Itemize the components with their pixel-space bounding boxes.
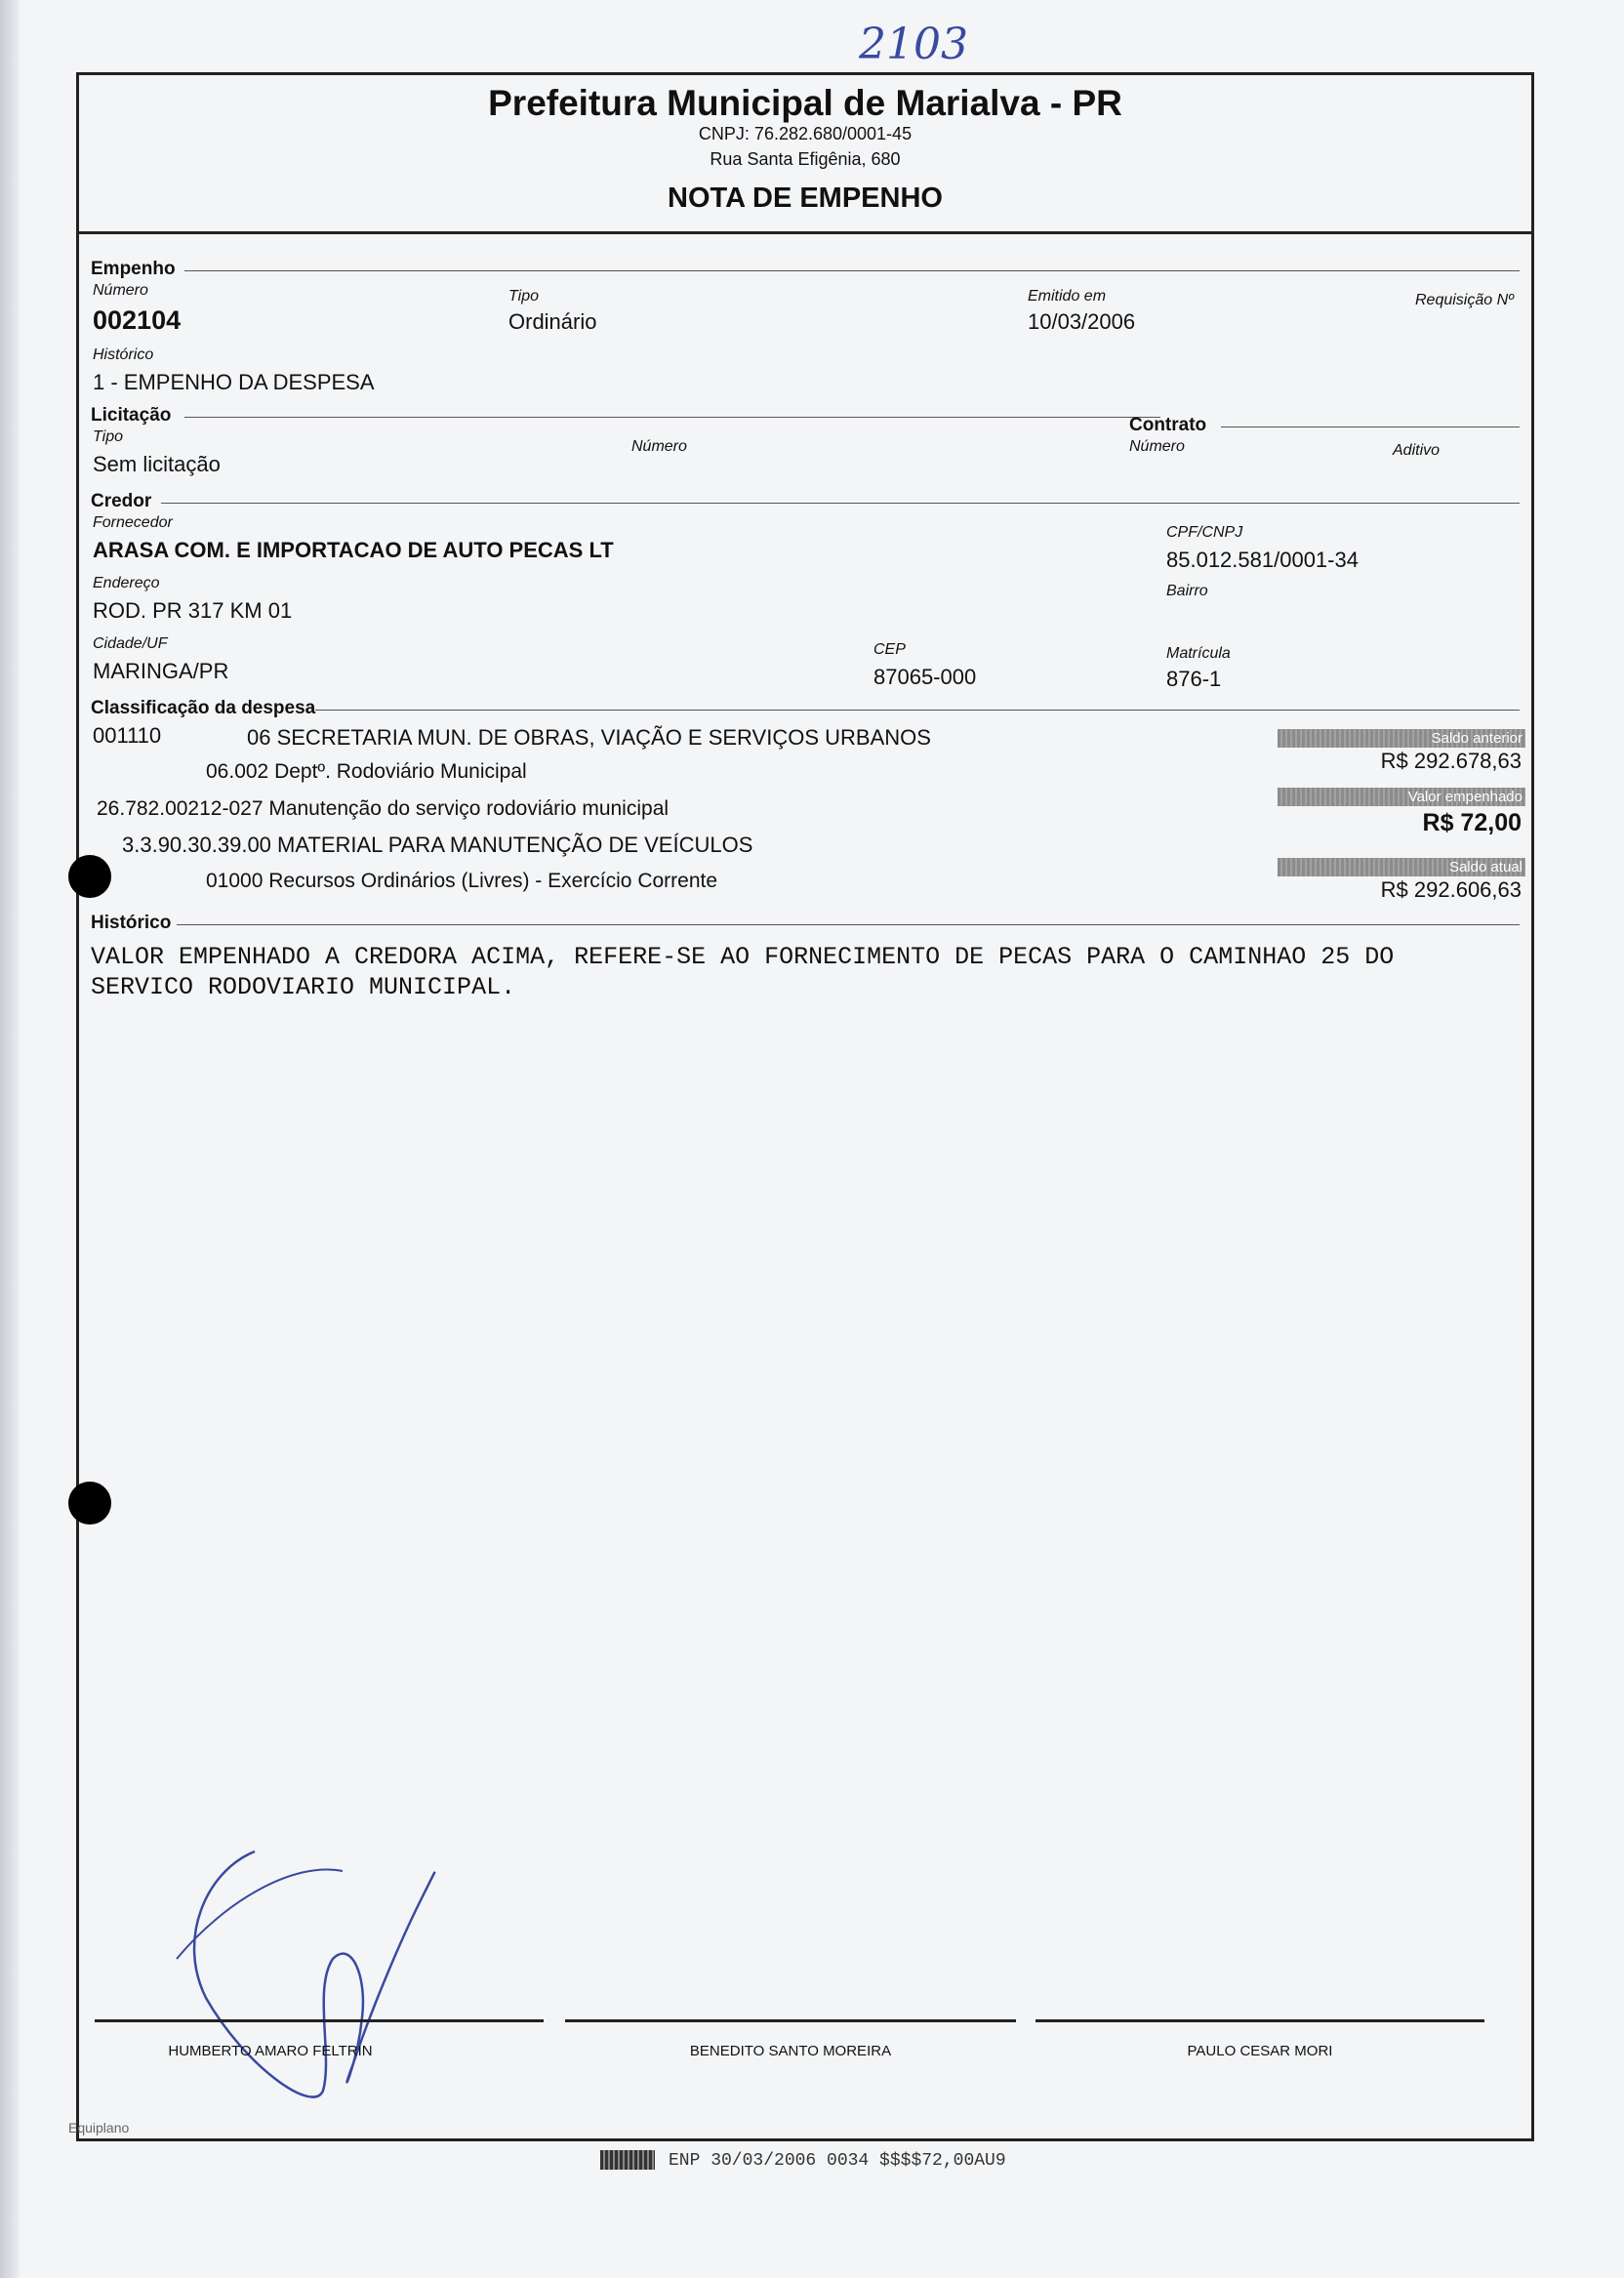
section-contrato: Contrato xyxy=(1129,415,1207,435)
cidade: MARINGA/PR xyxy=(93,659,229,683)
punch-hole xyxy=(68,1482,111,1525)
section-historico: Histórico xyxy=(91,913,172,933)
lic-tipo-label: Tipo xyxy=(93,428,123,445)
signature-line xyxy=(565,2019,1016,2022)
divider xyxy=(161,503,1520,504)
scan-edge xyxy=(0,0,20,2278)
section-licitacao: Licitação xyxy=(91,405,172,426)
emitido-label: Emitido em xyxy=(1028,288,1107,305)
historico-line-2: SERVICO RODOVIARIO MUNICIPAL. xyxy=(91,973,516,1001)
bairro-label: Bairro xyxy=(1166,583,1208,599)
matricula-label: Matrícula xyxy=(1166,645,1231,662)
org-name: Prefeitura Municipal de Marialva - PR xyxy=(488,83,1122,123)
numero-label: Número xyxy=(93,282,148,299)
class-recurso: 01000 Recursos Ordinários (Livres) - Exercício Corrente xyxy=(206,870,718,892)
handwritten-number: 2103 xyxy=(859,20,968,69)
class-funcional: 26.782.00212-027 Manutenção do serviço rodoviário municipal xyxy=(97,797,670,820)
valor-empenhado-label: Valor empenhado xyxy=(1278,788,1525,806)
signature-line xyxy=(1035,2019,1484,2022)
contrato-numero-label: Número xyxy=(1129,438,1185,455)
divider xyxy=(315,710,1520,711)
empenho-emitido: 10/03/2006 xyxy=(1028,309,1136,334)
signature-scribble xyxy=(167,1842,518,2125)
class-elemento: 3.3.90.30.39.00 MATERIAL PARA MANUTENÇÃO DE VEÍCULOS xyxy=(122,833,753,857)
valor-empenhado: R$ 72,00 xyxy=(1422,809,1522,836)
org-address: Rua Santa Efigênia, 680 xyxy=(710,149,901,169)
org-cnpj: CNPJ: 76.282.680/0001-45 xyxy=(698,124,913,143)
class-unidade: 06.002 Deptº. Rodoviário Municipal xyxy=(206,760,527,783)
saldo-atual-label: Saldo atual xyxy=(1278,858,1525,876)
endereco-label: Endereço xyxy=(93,575,160,591)
historico-label: Histórico xyxy=(93,346,154,363)
cep: 87065-000 xyxy=(873,665,977,689)
matricula: 876-1 xyxy=(1166,667,1222,691)
cidade-label: Cidade/UF xyxy=(93,635,168,652)
empenho-tipo: Ordinário xyxy=(508,309,597,334)
historico-line-1: VALOR EMPENHADO A CREDORA ACIMA, REFERE-SE AO FORNECIMENTO DE PECAS PARA O CAMINHAO 25 DO xyxy=(91,943,1395,971)
section-credor: Credor xyxy=(91,491,152,511)
aditivo-label: Aditivo xyxy=(1393,442,1441,459)
signature-line xyxy=(95,2019,544,2022)
saldo-anterior-label: Saldo anterior xyxy=(1278,729,1525,748)
divider xyxy=(177,924,1520,925)
fornecedor-label: Fornecedor xyxy=(93,514,173,531)
divider xyxy=(184,270,1520,271)
document-title: NOTA DE EMPENHO xyxy=(668,183,943,214)
cpf-label: CPF/CNPJ xyxy=(1166,524,1243,541)
section-empenho: Empenho xyxy=(91,259,176,279)
document-header xyxy=(79,75,1531,234)
barcode-icon xyxy=(600,2150,655,2170)
signatory-1: HUMBERTO AMARO FELTRIN xyxy=(168,2043,373,2059)
punch-hole xyxy=(68,855,111,898)
section-classificacao: Classificação da despesa xyxy=(91,698,316,718)
requisicao-label: Requisição Nº xyxy=(1415,292,1514,308)
bank-stamp xyxy=(600,2150,1006,2171)
class-orgao: 06 SECRETARIA MUN. DE OBRAS, VIAÇÃO E SERVIÇOS URBANOS xyxy=(247,725,931,750)
endereco: ROD. PR 317 KM 01 xyxy=(93,598,293,623)
cep-label: CEP xyxy=(873,641,906,658)
signatory-2: BENEDITO SANTO MOREIRA xyxy=(689,2043,892,2059)
footer-brand: Equiplano xyxy=(68,2120,130,2136)
lic-numero-label: Número xyxy=(631,438,687,455)
saldo-anterior: R$ 292.678,63 xyxy=(1380,749,1522,773)
nota-de-empenho-form xyxy=(76,72,1534,2141)
empenho-historico: 1 - EMPENHO DA DESPESA xyxy=(93,370,375,394)
lic-tipo: Sem licitação xyxy=(93,452,221,476)
fornecedor-nome: ARASA COM. E IMPORTACAO DE AUTO PECAS LT xyxy=(93,538,614,562)
divider xyxy=(184,417,1160,418)
cpf-cnpj: 85.012.581/0001-34 xyxy=(1166,548,1359,572)
signatory-3: PAULO CESAR MORI xyxy=(1187,2043,1333,2059)
tipo-label: Tipo xyxy=(508,288,539,305)
stamp-text: ENP 30/03/2006 0034 $$$$72,00AU9 xyxy=(669,2150,1006,2171)
class-codigo: 001110 xyxy=(93,723,162,748)
saldo-atual: R$ 292.606,63 xyxy=(1380,877,1522,902)
empenho-numero: 002104 xyxy=(93,305,182,335)
